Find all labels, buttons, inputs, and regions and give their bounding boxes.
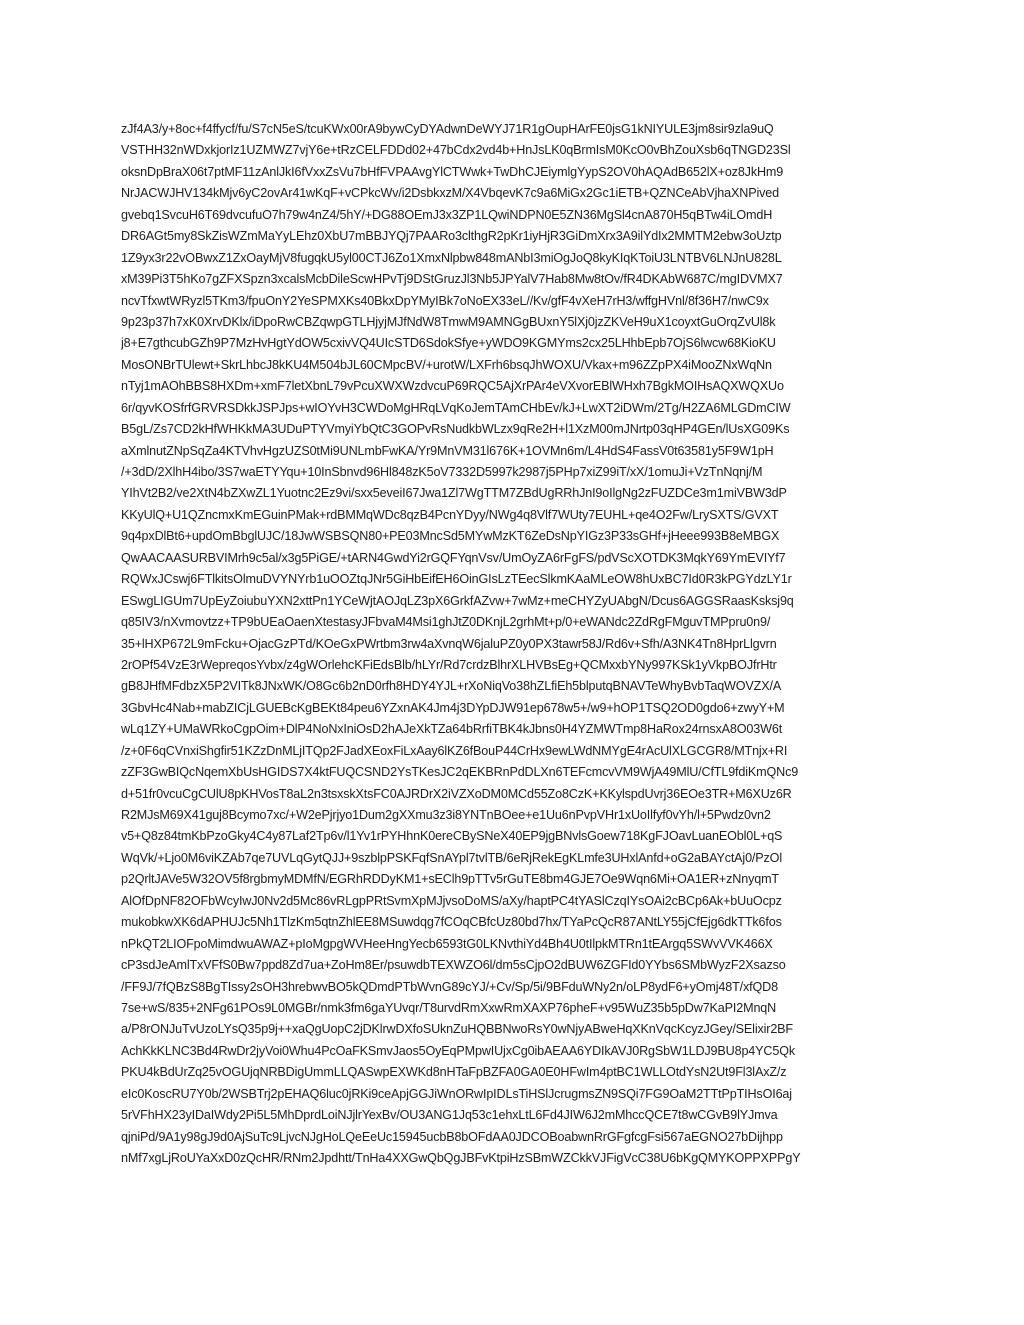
text-line: 6r/qyvKOSfrfGRVRSDkkJSPJps+wIOYvH3CWDoMgHRqLVqKoJemTAmCHbEv/kJ+LwXT2iDWm/2Tg/H2ZA6MLGDmCIW — [121, 400, 791, 415]
text-line: d+51fr0vcuCgCUlU8pKHVosT8aL2n3tsxskXtsFC0AJRDrX2iVZXoDM0MCd55Zo8CzK+KKylspdUvrj36EOe3TR+M6XUz6R — [121, 786, 792, 801]
text-line: /+3dD/2XlhH4ibo/3S7waETYYqu+10InSbnvd96Hl848zK5oV7332D5997k2987j5PHp7xiZ99iT/xX/1omuJi+VzTnNqnj/M — [121, 465, 763, 479]
text-line: /z+0F6qCVnxiShgfir51KZzDnMLjITQp2FJadXEoxFiLxAay6lKZ6fBouP44CrHx9ewLWdNMYgE4rAcUlXLGCGR8/MTnjx+RI — [121, 743, 788, 758]
text-line: YIhVt2B2/ve2XtN4bZXwZL1Yuotnc2Ez9vi/sxx5eveiI67Jwa1Zl7WgTTM7ZBdUgRRhJnI9oIlgNg2zFUZDCe3m1miVBW3dP — [121, 486, 787, 501]
text-line: gB8JHfMFdbzX5P2VITk8JNxWK/O8Gc6b2nD0rfh8HDY4YJL+rXoNiqVo38hZLfiEh5blputqBNAVTeWhyBvbTaqWOVZX/A — [121, 679, 782, 694]
text-line: eIc0KoscRU7Y0b/2WSBTrj2pEHAQ6luc0jRKi9ceApjGGJiWnORwIpIDLsTiHSlJcrugmsZN9SQi7FG9OaM2TTtPpTIHsOI6aj — [121, 1086, 792, 1101]
text-line: 9q4pxDlBt6+updOmBbglUJC/18JwWSBSQN80+PE03MncSd5MYwMzKT6ZeDsNpYIGz3P33sGHf+jHeee993B8eMBGX — [121, 529, 780, 544]
text-line: PKU4kBdUrZq25vOGUjqNRBDigUmmLLQASwpEXWKd8nHTaFpBZFA0GA0E0HFwIm4ptBC1WLLOtdYsN2Ut9Fl3lAxZ/z — [121, 1065, 787, 1080]
text-line: B5gL/Zs7CD2kHfWHKkMA3UDuPTYVmyiYbQtC3GOPvRsNudkbWLzx9qRe2H+l1XzM00mJNrtp03qHP4GEn/lUsXG09Ks — [121, 422, 790, 437]
text-line: qjniPd/9A1y98gJ9d0AjSuTc9LjvcNJgHoLQeEeUc15945ucbB8bOFdAA0JDCOBoabwnRrGFgfcgFsi567aEGNO27bDijhpp — [121, 1129, 783, 1144]
text-line: gvebq1SvcuH6T69dvcufuO7h79w4nZ4/5hY/+DG88OEmJ3x3ZP1LQwiNDPN0E5ZN36MgSl4cnA870H5qBTw4iLOmdH — [121, 207, 773, 222]
text-line: VSTHH32nWDxkjorIz1UZMWZ7vjY6e+tRzCELFDDd02+47bCdx2vd4b+HnJsLK0qBrmIsM0KcO0vBhZouXsb6qTNGD23Sl — [121, 143, 791, 158]
text-line: WqVk/+Ljo0M6viKZAb7qe7UVLqGytQJJ+9szblpPSKFqfSnAYpl7tvlTB/6eRjRekEgKLmfe3UHxlAnfd+oG2aBAYctAj0/PzOl — [121, 850, 782, 865]
text-line: DR6AGt5my8SkZisWZmMaYyLEhz0XbU7mBBJYQj7PAARo3clthgR2pKr1iyHjR3GiDmXrx3A9ilYdIx2MMTM2ebw3oUztp — [121, 229, 782, 244]
encoded-text-block — [121, 119, 921, 1169]
text-line: nMf7xgLjRoUYaXxD0zQcHR/RNm2Jpdhtt/TnHa4XXGwQbQgJBFvKtpiHzSBmWZCkkVJFigVcC38U6bKgQMYKOPPXPPgY — [121, 1151, 801, 1165]
text-line: NrJACWJHV134kMjv6yC2ovAr41wKqF+vCPkcWv/i2DsbkxzM/X4VbqevK7c9a6MiGx2Gc1iETB+QZNCeAbVjhaXNPived — [121, 186, 779, 201]
text-line: 3GbvHc4Nab+mabZICjLGUEBcKgBEKt84peu6YZxnAK4Jm4j3DYpDJW91ep678w5+/w9+hOP1TSQ2OD0gdo6+zwyY+M — [121, 700, 785, 715]
text-line: /FF9J/7fQBzS8BgTIssy2sOH3hrebwvBO5kQDmdPTbWvnG89cYJ/+Cv/Sp/5i/9BFduWNy2n/oLP8ydF6+yOmj48T/xfQD8 — [121, 979, 778, 994]
text-line: 9p23p37h7xK0XrvDKlx/iDpoRwCBZqwpGTLHjyjMJfNdW8TmwM9AMNGgBUxnY5lXj0jzZKVeH9uX1coyxtGuOrqZvUl8k — [121, 314, 776, 329]
text-line: nTyj1mAOhBBS8HXDm+xmF7letXbnL79vPcuXWXWzdvcuP69RQC5AjXrPAr4eVXvorEBlWHxh7BgkMOIHsAQXWQXUo — [121, 379, 784, 394]
text-line: AchKkKLNC3Bd4RwDr2jyVoi0Whu4PcOaFKSmvJaos5OyEqPMpwIUjxCg0ibAEAA6YDIkAVJ0RgSbW1LDJ9BU8p4YC5Qk — [121, 1043, 796, 1058]
text-line: 2rOPf54VzE3rWepreqosYvbx/z4gWOrlehcKFiEdsBlb/hLYr/Rd7crdzBlhrXLHVBsEg+QCMxxbYNy997KSk1yVkpBOJfrHtr — [121, 657, 777, 672]
text-line: p2QrltJAVe5W32OV5f8rgbmyMDMfN/EGRhRDDyKM1+sEClh9pTTv5rGuTE8bm4GJE7Oe9Wqn6Mi+OA1ER+zNnyqmT — [121, 872, 779, 887]
text-line: KKyUlQ+U1QZncmxKmEGuinPMak+rdBMMqWDc8qzB4PcnYDyy/NWg4q8Vlf7WUty7EUHL+qe4O2Fw/LrySXTS/GVXT — [121, 507, 779, 522]
text-line: j8+E7gthcubGZh9P7MzHvHgtYdOW5cxivVQ4UIcSTD6SdokSfye+yWDO9KGMYms2cx25LHhbEpb7OjS6lwcw68KioKU — [121, 336, 776, 351]
text-line: 1Z9yx3r22vOBwxZ1ZxOayMjV8fugqkU5yl00CTJ6Zo1XmxNlpbw848mANbI3miOgJoQ8kyKIqKToiU3LNTBV6LNJnU828L — [121, 250, 782, 265]
text-line: v5+Q8z84tmKbPzoGky4C4y87Laf2Tp6v/l1Yv1rPYHhnK0ereCBySNeX40EP9jgBNvlsGoew718KgFJOavLuanEObl0L+qS — [121, 829, 783, 844]
text-line: q85IV3/nXvmovtzz+TP9bUEaOaenXtestasyJFbvaM4Msi1ghJtZ0DKnjL2grhMt+p/0+eWANdc2ZdRgFMguvTMPpru0n9/ — [121, 615, 771, 630]
text-line: a/P8rONJuTvUzoLYsQ35p9j++xaQgUopC2jDKlrwDXfoSUknZuHQBBNwoRsY0wNjyABweHqXKnVqcKcyzJGey/SElixir2BF — [121, 1022, 793, 1037]
text-line: nPkQT2LIOFpoMimdwuAWAZ+pIoMgpgWVHeeHngYecb6593tG0LKNvthiYd4Bh4U0tIlpkMTRn1tEArgq5SWvVVK466X — [121, 936, 773, 951]
text-line: 7se+wS/835+2NFg61POs9L0MGBr/nmk3fm6gaYUvqr/T8urvdRmXxwRmXAXP76pheF+v95WuZ35b5pDw7KaPI2MnqN — [121, 1000, 777, 1015]
text-line: R2MJsM69X41guj8Bcymo7xc/+W2ePjrjyo1Dum2gXXmu3z3i8YNTnBOee+e1Uu6nPvpVHr1xUoIlfyf0vYh/l+5Pwdz0vn2 — [121, 808, 771, 822]
text-line: 5rVFhHX23yIDaIWdy2Pi5L5MhDprdLoiNJjlrYexBv/OU3ANG1Jq53c1ehxLtL6Fd4JIW6J2mMhccQCE7t8wCGvB9lYJmva — [121, 1108, 778, 1123]
text-line: zZF3GwBIQcNqemXbUsHGIDS7X4ktFUQCSND2YsTKesJC2qEKBRnPdDLXn6TEFcmcvVM9WjA49MlU/CfTL9fdiKmQNc9 — [121, 765, 799, 780]
text-line: 35+lHXP672L9mFcku+OjacGzPTd/KOeGxPWrtbm3rw4aXvnqW6jaluPZ0y0PX3tawr58J/Rd6v+Sfh/A3NK4Tn8HprLlgvrn — [121, 636, 777, 651]
text-line: wLq1ZY+UMaWRkoCgpOim+DlP4NoNxIniOsD2hAJeXkTZa64bRrfiTBK4kJbns0H4YZMWTmp8HaRox24rnsxA8O03W6t — [121, 722, 783, 737]
text-line: RQWxJCswj6FTlkitsOlmuDVYNYrb1uOOZtqJNr5GiHbEifEH6OinGIsLzTEecSlkmKAaMLeOW8hUxBC7Id0R3kPGYdzLY1r — [121, 572, 792, 587]
text-line: ESwgLIGUm7UpEyZoiubuYXN2xttPn1YCeWjtAOJqLZ3pX6GrkfAZvw+7wMz+meCHYZyUAbgN/Dcus6AGGSRaasKsksj9q — [121, 593, 794, 608]
text-line: cP3sdJeAmlTxVFfS0Bw7ppd8Zd7ua+ZoHm8Er/psuwdbTEXWZO6l/dm5sCjpO2dBUW6ZGFId0YYbs6SMbWyzF2Xsazso — [121, 958, 786, 973]
text-line: aXmlnutZNpSqZa4KTVhvHgzUZS0tMi9UNLmbFwKA/Yr9MnVM31l676K+1OVMn6m/L4HdS4FassV0t63581y5F9W1pH — [121, 443, 774, 458]
text-line: QwAACAASURBVIMrh9c5al/x3g5PiGE/+tARN4GwdYi2rGQFYqnVsv/UmOyZA6rFgFS/pdVScXOTDK3MqkY69YmEVIYf7 — [121, 550, 786, 565]
text-line: mukobkwXK6dAPHUJc5Nh1TlzKm5qtnZhlEE8MSuwdqg7fCOqCBfcUz80bd7hx/TYaPcQcR87ANtLY55jCfEjg6dkTTk6fos — [121, 915, 782, 930]
text-line: zJf4A3/y+8oc+f4ffycf/fu/S7cN5eS/tcuKWx00rA9bywCyDYAdwnDeWYJ71R1gOupHArFE0jsG1kNIYULE3jm8sir9zla9uQ — [121, 122, 774, 136]
text-line: ncvTfxwtWRyzl5TKm3/fpuOnY2YeSPMXKs40BkxDpYMyIBk7oNoEX33eL//Kv/gfF4vXeH7rH3/wffgHVnl/8f36H7/nwC9x — [121, 293, 769, 308]
text-line: MosONBrTUlewt+SkrLhbcJ8kKU4M504bJL60CMpcBV/+urotW/LXFrh6bsqJhWOXU/Vkax+m96ZZpPX4iMooZNxWqNn — [121, 357, 772, 372]
text-line: AlOfDpNF82OFbWcyIwJ0Nv2d5Mc86vRLgpPRtSvmXpMJjvsoDoMS/aXy/haptPC4tYASlCzqIYsOAi2cBCp6Ak+bUuOcpz — [121, 893, 782, 908]
text-line: oksnDpBraX06t7ptMF11zAnlJkI6fVxxZsVu7bHfFVPAAvgYlCTWwk+TwDhCJEiymlgYypS2OV0hAQAdB652lX+oz8JkHm9 — [121, 164, 784, 179]
text-line: xM39Pi3T5hKo7gZFXSpzn3xcalsMcbDileScwHPvTj9DStGruzJl3Nb5JPYalV7Hab8Mw8tOv/fR4DKAbW687C/mgIDVMX7 — [121, 272, 783, 287]
